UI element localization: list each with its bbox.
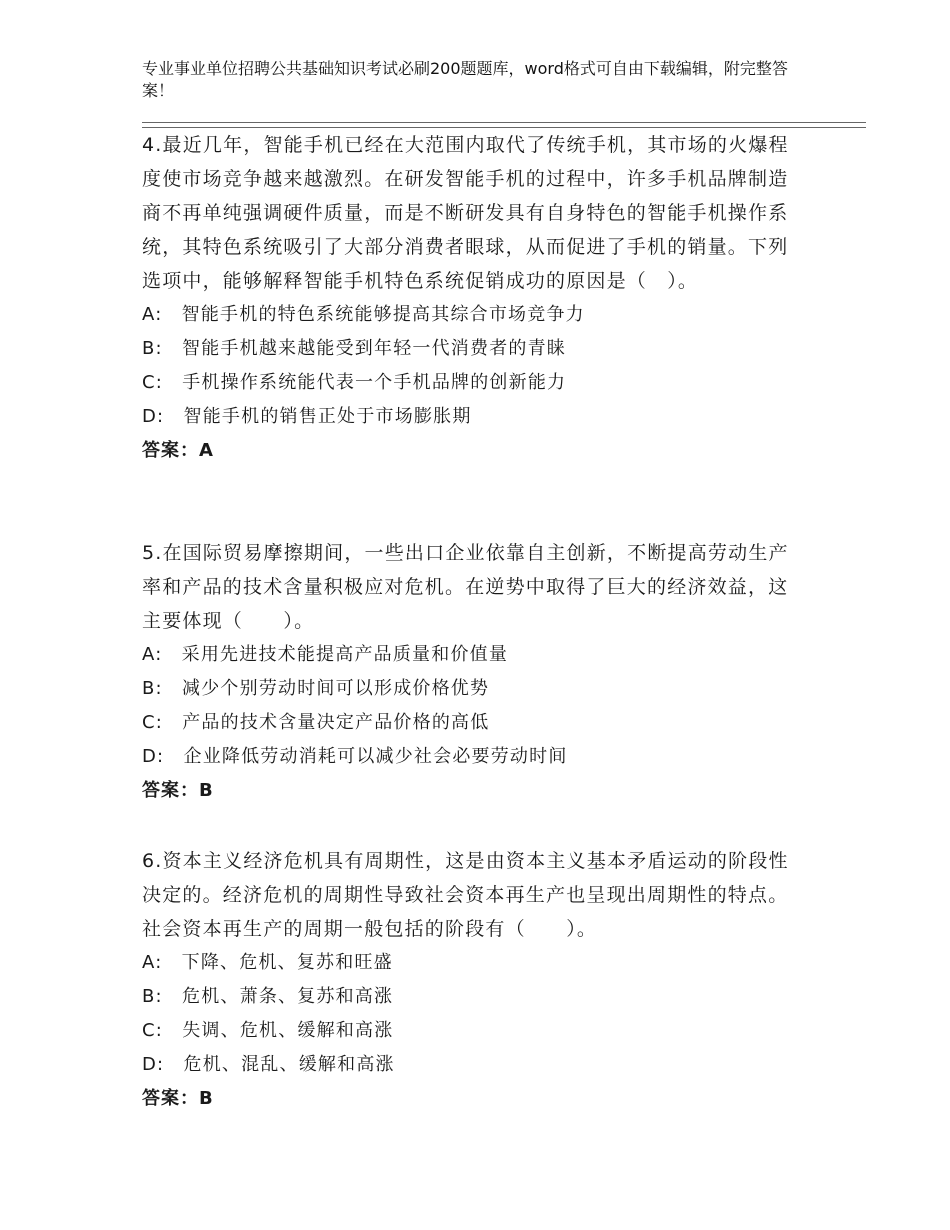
option-a: A: 采用先进技术能提高产品质量和价值量 [142, 644, 509, 665]
question-text: 6.资本主义经济危机具有周期性，这是由资本主义基本矛盾运动的阶段性决定的。经济危机的周期性导致社会资本再生产也呈现出周期性的特点。社会资本再生产的周期一般包括的阶段有（ ）。 [142, 850, 789, 940]
option-d: D: 危机、混乱、缓解和高涨 [142, 1054, 395, 1075]
option-a: A: 智能手机的特色系统能够提高其综合市场竞争力 [142, 304, 585, 325]
answer-line: 答案：B [142, 1088, 214, 1109]
question-block [142, 128, 802, 468]
option-b: B: 危机、萧条、复苏和高涨 [142, 986, 394, 1007]
question-text: 4.最近几年，智能手机已经在大范围内取代了传统手机，其市场的火爆程度使市场竞争越来越激烈。在研发智能手机的过程中，许多手机品牌制造商不再单纯强调硬件质量，而是不断研发具有自身特色的智能手机操作系统，其特色系统吸引了大部分消费者眼球，从而促进了手机的销量。下列选项中，能够解释智能手机特色系统促销成功的原因是（ ）。 [142, 134, 789, 292]
answer-line: 答案：B [142, 780, 214, 801]
page-header: 专业事业单位招聘公共基础知识考试必刷200题题库，word格式可自由下载编辑，附完整答案！ [142, 59, 788, 100]
option-c: C: 产品的技术含量决定产品价格的高低 [142, 712, 490, 733]
option-d: D: 企业降低劳动消耗可以减少社会必要劳动时间 [142, 746, 568, 767]
option-c: C: 失调、危机、缓解和高涨 [142, 1020, 394, 1041]
option-b: B: 减少个别劳动时间可以形成价格优势 [142, 678, 490, 699]
option-d: D: 智能手机的销售正处于市场膨胀期 [142, 406, 472, 427]
option-c: C: 手机操作系统能代表一个手机品牌的创新能力 [142, 372, 567, 393]
answer-line: 答案：A [142, 440, 214, 461]
question-block [142, 536, 802, 808]
question-text: 5.在国际贸易摩擦期间，一些出口企业依靠自主创新，不断提高劳动生产率和产品的技术含量积极应对危机。在逆势中取得了巨大的经济效益，这主要体现（ ）。 [142, 542, 789, 632]
question-block [142, 844, 802, 1116]
option-a: A: 下降、危机、复苏和旺盛 [142, 952, 393, 973]
option-b: B: 智能手机越来越能受到年轻一代消费者的青睐 [142, 338, 567, 359]
